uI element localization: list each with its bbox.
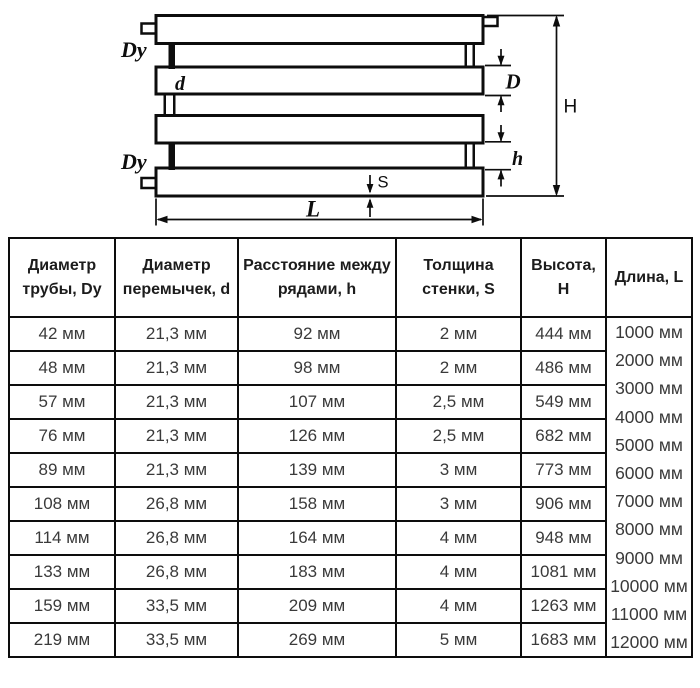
length-value: 9000 мм bbox=[615, 547, 683, 568]
table-row bbox=[9, 453, 692, 487]
table-row bbox=[9, 623, 692, 657]
table-cell: 269 мм bbox=[238, 623, 396, 657]
table-cell: 4 мм bbox=[396, 521, 521, 555]
arrowhead-L-right bbox=[472, 216, 483, 223]
table-cell: 107 мм bbox=[238, 385, 396, 419]
pipe-row-2 bbox=[156, 67, 483, 94]
table-cell: 2,5 мм bbox=[396, 385, 521, 419]
table-cell: 126 мм bbox=[238, 419, 396, 453]
register-drawing bbox=[0, 0, 700, 232]
table-cell: 219 мм bbox=[9, 623, 115, 657]
table-cell: 48 мм bbox=[9, 351, 115, 385]
table-cell: 2 мм bbox=[396, 317, 521, 351]
pipe-row-1 bbox=[156, 16, 483, 44]
spec-table-body bbox=[9, 317, 692, 657]
jumper-right-3 bbox=[466, 142, 474, 170]
header-pipe-diameter: Диаметр трубы, Dy bbox=[9, 238, 115, 317]
table-cell: 1683 мм bbox=[521, 623, 606, 657]
length-value: 2000 мм bbox=[615, 350, 683, 371]
length-value: 3000 мм bbox=[615, 378, 683, 399]
label-H: H bbox=[563, 96, 578, 118]
arrowhead-h-top bbox=[498, 132, 505, 142]
table-cell: 682 мм bbox=[521, 419, 606, 453]
table-cell: 114 мм bbox=[9, 521, 115, 555]
table-cell: 158 мм bbox=[238, 487, 396, 521]
table-cell: 486 мм bbox=[521, 351, 606, 385]
table-cell: 92 мм bbox=[238, 317, 396, 351]
jumper-left-3 bbox=[169, 142, 176, 171]
table-cell: 5 мм bbox=[396, 623, 521, 657]
table-cell: 948 мм bbox=[521, 521, 606, 555]
table-cell: 164 мм bbox=[238, 521, 396, 555]
table-cell: 1263 мм bbox=[521, 589, 606, 623]
arrowhead-S-up bbox=[367, 198, 374, 208]
table-row bbox=[9, 487, 692, 521]
table-cell: 21,3 мм bbox=[115, 317, 238, 351]
dimension-h bbox=[485, 125, 511, 187]
length-value: 8000 мм bbox=[615, 519, 683, 540]
table-cell: 21,3 мм bbox=[115, 385, 238, 419]
length-value: 12000 мм bbox=[610, 632, 688, 653]
table-cell: 3 мм bbox=[396, 453, 521, 487]
table-cell: 2,5 мм bbox=[396, 419, 521, 453]
length-value: 11000 мм bbox=[610, 604, 688, 625]
table-cell: 906 мм bbox=[521, 487, 606, 521]
table-cell: 1081 мм bbox=[521, 555, 606, 589]
table-cell: 33,5 мм bbox=[115, 623, 238, 657]
arrowhead-D-top bbox=[498, 56, 505, 66]
table-header-row bbox=[9, 238, 692, 317]
length-value: 7000 мм bbox=[615, 491, 683, 512]
table-cell: 21,3 мм bbox=[115, 419, 238, 453]
label-D: D bbox=[505, 69, 521, 94]
jumper-right-1 bbox=[466, 42, 474, 69]
pipe-row-4 bbox=[156, 168, 483, 196]
label-d: d bbox=[175, 73, 185, 95]
table-cell: 21,3 мм bbox=[115, 351, 238, 385]
length-value: 1000 мм bbox=[615, 322, 683, 342]
table-cell: 4 мм bbox=[396, 589, 521, 623]
table-cell: 209 мм bbox=[238, 589, 396, 623]
table-row bbox=[9, 317, 692, 351]
length-value: 10000 мм bbox=[610, 575, 688, 596]
table-row bbox=[9, 589, 692, 623]
table-row bbox=[9, 351, 692, 385]
table-cell: 26,8 мм bbox=[115, 521, 238, 555]
header-wall-thickness: Толщина стенки, S bbox=[396, 238, 521, 317]
length-value: 4000 мм bbox=[615, 406, 683, 427]
label-S: S bbox=[377, 173, 389, 192]
table-cell: 26,8 мм bbox=[115, 555, 238, 589]
arrowhead-h-bottom bbox=[498, 170, 505, 180]
jumper-left-1 bbox=[169, 42, 176, 69]
arrowhead-D-bottom bbox=[498, 96, 505, 106]
label-Dy-top: Dy bbox=[121, 37, 147, 62]
arrowhead-L-left bbox=[157, 216, 168, 223]
length-value: 6000 мм bbox=[615, 463, 683, 484]
table-cell: 183 мм bbox=[238, 555, 396, 589]
label-h: h bbox=[512, 148, 524, 170]
arrowhead-H-top bbox=[553, 15, 560, 27]
table-row bbox=[9, 385, 692, 419]
header-row-spacing: Расстояние между рядами, h bbox=[238, 238, 396, 317]
table-cell: 42 мм bbox=[9, 317, 115, 351]
table-row bbox=[9, 555, 692, 589]
table-cell: 57 мм bbox=[9, 385, 115, 419]
table-cell: 4 мм bbox=[396, 555, 521, 589]
table-cell: 26,8 мм bbox=[115, 487, 238, 521]
table-cell: 108 мм bbox=[9, 487, 115, 521]
table-cell: 21,3 мм bbox=[115, 453, 238, 487]
table-cell: 3 мм bbox=[396, 487, 521, 521]
table-cell: 773 мм bbox=[521, 453, 606, 487]
length-value: 5000 мм bbox=[615, 434, 683, 455]
table-row bbox=[9, 419, 692, 453]
table-cell: 159 мм bbox=[9, 589, 115, 623]
table-cell: 98 мм bbox=[238, 351, 396, 385]
header-jumper-diameter: Диаметр перемычек, d bbox=[115, 238, 238, 317]
table-cell: 549 мм bbox=[521, 385, 606, 419]
table-cell: 444 мм bbox=[521, 317, 606, 351]
length-merged-cell bbox=[606, 317, 692, 657]
table-cell: 2 мм bbox=[396, 351, 521, 385]
header-height: Высота, H bbox=[521, 238, 606, 317]
spec-table bbox=[8, 237, 693, 658]
table-cell: 139 мм bbox=[238, 453, 396, 487]
table-cell: 33,5 мм bbox=[115, 589, 238, 623]
arrowhead-H-bottom bbox=[553, 185, 560, 197]
table-cell: 89 мм bbox=[9, 453, 115, 487]
pipe-row-3 bbox=[156, 116, 483, 144]
table-cell: 133 мм bbox=[9, 555, 115, 589]
jumper-left-2 bbox=[165, 93, 175, 117]
label-Dy-bottom: Dy bbox=[121, 149, 147, 174]
label-L: L bbox=[306, 196, 321, 222]
table-cell: 76 мм bbox=[9, 419, 115, 453]
header-length: Длина, L bbox=[606, 238, 692, 317]
table-row bbox=[9, 521, 692, 555]
